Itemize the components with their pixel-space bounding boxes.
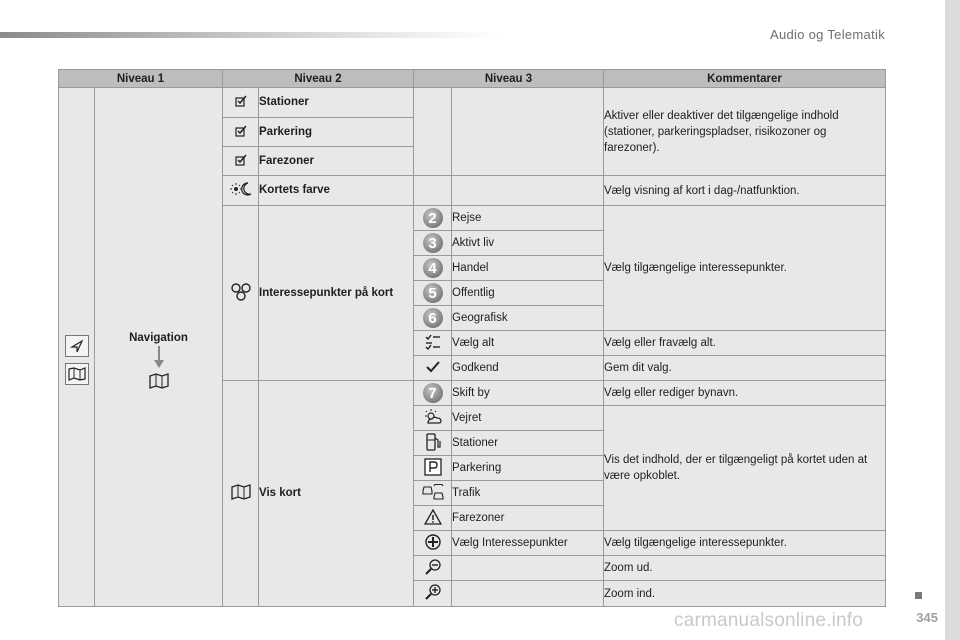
checkbox-icon — [235, 157, 247, 169]
map-view-icon — [231, 491, 251, 503]
level3-vaelg-interessepunkter[interactable]: Vælg Interessepunkter — [452, 531, 604, 556]
level2-icon-cell — [223, 206, 259, 381]
navigation-arrow-icon — [65, 335, 89, 357]
comment-vaelg-interessepunkter: Vælg tilgængelige interessepunkter. — [604, 531, 886, 556]
comment-vis-indhold: Vis det indhold, der er tilgængeligt på kortet uden at være opkoblet. — [604, 406, 886, 531]
map-settings-icon — [65, 363, 89, 385]
level3-icon-cell — [414, 406, 452, 431]
level3-badge-cell — [414, 206, 452, 231]
level3-icon-cell — [414, 481, 452, 506]
arrow-down-icon — [153, 344, 165, 373]
level2-stationer[interactable]: Stationer — [259, 88, 414, 118]
comment-kortets-farve: Vælg visning af kort i dag-/natfunktion. — [604, 176, 886, 206]
fuel-pump-icon — [425, 442, 441, 454]
menu-table — [58, 69, 886, 607]
level3-badge-cell — [414, 306, 452, 331]
level3-aktivt-liv[interactable]: Aktivt liv — [452, 231, 604, 256]
level3-icon-cell — [414, 356, 452, 381]
level3-icon-cell — [414, 431, 452, 456]
table-row — [59, 88, 886, 118]
parking-icon — [424, 467, 442, 479]
col-header-niveau-1: Niveau 1 — [59, 70, 223, 88]
level3-offentlig[interactable]: Offentlig — [452, 281, 604, 306]
traffic-cars-icon — [422, 491, 444, 503]
level3-stationer[interactable]: Stationer — [452, 431, 604, 456]
site-watermark: carmanualsonline.info — [674, 610, 864, 631]
navigation-label: Navigation — [129, 332, 188, 344]
level2-parkering[interactable]: Parkering — [259, 118, 414, 147]
level2-icon-cell — [223, 88, 259, 118]
select-all-icon — [425, 341, 441, 353]
level3-vaelg-alt[interactable]: Vælg alt — [452, 331, 604, 356]
level3-icon-cell — [414, 581, 452, 607]
level3-badge-cell — [414, 256, 452, 281]
level3-icon-cell — [414, 506, 452, 531]
level2-vis-kort[interactable]: Vis kort — [259, 381, 414, 607]
level3-icon-cell — [414, 556, 452, 581]
col-header-kommentarer: Kommentarer — [604, 70, 886, 88]
level2-interessepunkter[interactable]: Interessepunkter på kort — [259, 206, 414, 381]
level2-icon-cell — [223, 176, 259, 206]
empty-cell — [452, 581, 604, 607]
map-icon — [149, 373, 169, 392]
level3-farezoner[interactable]: Farezoner — [452, 506, 604, 531]
level2-farezoner[interactable]: Farezoner — [259, 147, 414, 176]
table-header-row — [59, 70, 886, 88]
col-header-niveau-3: Niveau 3 — [414, 70, 604, 88]
comment-vaelg-alt: Vælg eller fravælg alt. — [604, 331, 886, 356]
level1-icon-cell — [59, 88, 95, 607]
weather-icon — [423, 416, 443, 428]
comment-interessepunkter: Vælg tilgængelige interessepunkter. — [604, 206, 886, 331]
level3-icon-cell — [414, 456, 452, 481]
number-badge-icon: 7 — [423, 383, 443, 403]
number-badge-icon: 6 — [423, 308, 443, 328]
level3-vejret[interactable]: Vejret — [452, 406, 604, 431]
checkmark-icon — [426, 364, 440, 376]
zoom-out-icon — [424, 566, 442, 578]
number-badge-icon: 4 — [423, 258, 443, 278]
warning-icon — [424, 516, 442, 528]
number-badge-icon: 5 — [423, 283, 443, 303]
level3-skift-by[interactable]: Skift by — [452, 381, 604, 406]
col-header-niveau-2: Niveau 2 — [223, 70, 414, 88]
empty-cell — [452, 556, 604, 581]
level3-trafik[interactable]: Trafik — [452, 481, 604, 506]
comment-stationer-group: Aktiver eller deaktiver det tilgængelige indhold (stationer, parkeringspladser, risikozoner og farezoner). — [604, 88, 886, 176]
points-of-interest-icon — [230, 293, 252, 305]
level2-icon-cell — [223, 381, 259, 607]
comment-zoom-ind: Zoom ind. — [604, 581, 886, 607]
side-tab-strip — [945, 0, 960, 640]
level3-parkering[interactable]: Parkering — [452, 456, 604, 481]
level3-geografisk[interactable]: Geografisk — [452, 306, 604, 331]
number-badge-icon: 3 — [423, 233, 443, 253]
page-corner-mark — [915, 592, 922, 599]
comment-godkend: Gem dit valg. — [604, 356, 886, 381]
checkbox-icon — [235, 98, 247, 110]
day-night-icon — [230, 187, 252, 199]
add-circle-icon — [425, 541, 441, 553]
empty-cell — [414, 176, 452, 206]
level3-godkend[interactable]: Godkend — [452, 356, 604, 381]
comment-skift-by: Vælg eller rediger bynavn. — [604, 381, 886, 406]
level3-badge-cell — [414, 281, 452, 306]
zoom-in-icon — [424, 591, 442, 603]
level2-kortets-farve[interactable]: Kortets farve — [259, 176, 414, 206]
level1-navigation-cell — [95, 88, 223, 607]
page-header-title: Audio og Telematik — [769, 27, 885, 42]
level3-badge-cell — [414, 231, 452, 256]
page-number: 345 — [916, 610, 938, 625]
level3-handel[interactable]: Handel — [452, 256, 604, 281]
level2-icon-cell — [223, 147, 259, 176]
level3-rejse[interactable]: Rejse — [452, 206, 604, 231]
header-gradient-bar — [0, 32, 500, 38]
level3-icon-cell — [414, 331, 452, 356]
empty-cell — [452, 88, 604, 176]
comment-zoom-ud: Zoom ud. — [604, 556, 886, 581]
level3-badge-cell — [414, 381, 452, 406]
checkbox-icon — [235, 128, 247, 140]
level2-icon-cell — [223, 118, 259, 147]
level3-icon-cell — [414, 531, 452, 556]
empty-cell — [414, 88, 452, 176]
empty-cell — [452, 176, 604, 206]
number-badge-icon: 2 — [423, 208, 443, 228]
